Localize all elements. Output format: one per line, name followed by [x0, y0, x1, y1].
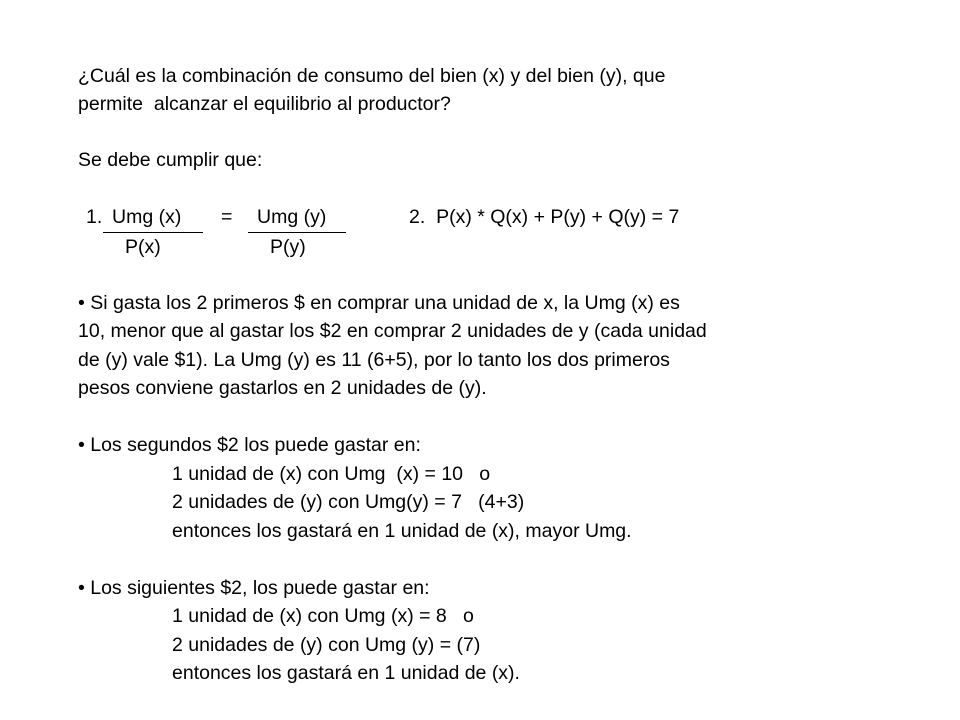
bullet-1-line-1: • Si gasta los 2 primeros $ en comprar una unidad de x, la Umg (x) es — [78, 292, 680, 314]
bullet-1-line-4: pesos conviene gastarlos en 2 unidades de (y). — [78, 377, 487, 399]
fraction-bar-y — [248, 232, 346, 233]
fraction-bar-x — [103, 232, 203, 233]
question-line-1: ¿Cuál es la combinación de consumo del bien (x) y del bien (y), que — [78, 65, 666, 87]
bullet-2-result: entonces los gastará en 1 unidad de (x), mayor Umg. — [172, 520, 632, 542]
bullet-3-option-2: 2 unidades de (y) con Umg (y) = (7) — [172, 634, 481, 656]
question-line-2: permite alcanzar el equilibrio al productor? — [78, 93, 451, 115]
bullet-2-option-1: 1 unidad de (x) con Umg (x) = 10 o — [172, 463, 491, 485]
bullet-1-line-3: de (y) vale $1). La Umg (y) es 11 (6+5), por lo tanto los dos primeros — [78, 349, 670, 371]
condition-1-denominator-y: P(y) — [270, 236, 306, 258]
condition-1-equals: = — [221, 206, 233, 228]
bullet-3-result: entonces los gastará en 1 unidad de (x). — [172, 662, 520, 684]
condition-1-denominator-x: P(x) — [125, 236, 161, 258]
bullet-2-line-1: • Los segundos $2 los puede gastar en: — [78, 434, 421, 456]
bullet-3-line-1: • Los siguientes $2, los puede gastar en: — [78, 577, 430, 599]
conditions-intro: Se debe cumplir que: — [78, 149, 263, 171]
condition-1-numerator-y: Umg (y) — [257, 206, 327, 228]
bullet-3-option-1: 1 unidad de (x) con Umg (x) = 8 o — [172, 605, 474, 627]
condition-1-number: 1. — [86, 206, 103, 228]
bullet-1-line-2: 10, menor que al gastar los $2 en comprar 2 unidades de y (cada unidad — [78, 320, 707, 342]
condition-1-numerator-x: Umg (x) — [112, 206, 182, 228]
condition-2: 2. P(x) * Q(x) + P(y) + Q(y) = 7 — [409, 206, 680, 228]
bullet-2-option-2: 2 unidades de (y) con Umg(y) = 7 (4+3) — [172, 491, 525, 513]
